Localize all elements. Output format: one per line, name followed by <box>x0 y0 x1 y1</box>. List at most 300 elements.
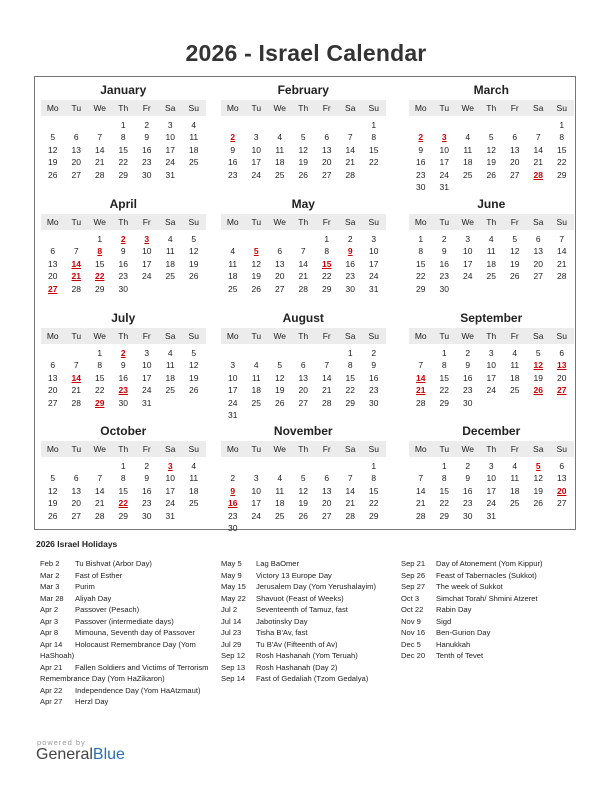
weekday-label: Tu <box>251 103 262 113</box>
day-cell: 3 <box>465 234 471 244</box>
day-cell: 13 <box>298 372 308 383</box>
day-cell: 17 <box>228 385 238 396</box>
day-cell: 13 <box>557 473 567 484</box>
holiday-day-cell: 8 <box>97 246 103 257</box>
day-cell: 6 <box>324 473 330 484</box>
weekday-label: Su <box>368 331 379 341</box>
day-cell: 1 <box>371 461 377 471</box>
day-cell: 31 <box>165 510 175 521</box>
day-cell: 14 <box>557 246 567 257</box>
holiday-day-cell: 13 <box>557 360 567 371</box>
day-cell: 1 <box>347 348 353 358</box>
day-cell: 18 <box>189 144 199 155</box>
day-cell: 18 <box>251 385 261 396</box>
holiday-name: Aliyah Day <box>75 593 112 603</box>
day-cell: 23 <box>118 271 128 282</box>
day-cell: 19 <box>189 258 199 269</box>
day-cell: 21 <box>298 271 308 282</box>
holiday-list-item <box>401 639 581 651</box>
day-cell: 11 <box>486 246 496 257</box>
holiday-name: Simchat Torah/ Shmini Atzeret <box>436 593 538 603</box>
day-cell: 4 <box>277 132 283 143</box>
day-cell: 13 <box>48 372 58 383</box>
holiday-day-cell: 5 <box>535 461 541 471</box>
day-cell: 23 <box>439 271 449 282</box>
day-cell: 16 <box>228 157 238 168</box>
weekday-label: Tu <box>71 331 82 341</box>
day-cell: 22 <box>439 385 449 396</box>
day-cell: 25 <box>510 385 520 396</box>
holiday-list-item <box>40 581 220 593</box>
holidays-title: 2026 Israel Holidays <box>36 539 118 549</box>
day-cell: 26 <box>251 283 261 294</box>
holiday-date: Apr 2 <box>40 605 59 614</box>
holiday-date: May 5 <box>221 559 242 568</box>
day-cell: 24 <box>228 397 238 408</box>
holiday-date: May 9 <box>221 570 242 580</box>
holiday-list-item <box>40 696 220 708</box>
holiday-date: Sep 21 <box>401 559 426 568</box>
weekday-label: Mo <box>414 103 427 113</box>
day-cell: 17 <box>463 258 473 269</box>
brand-logo <box>36 746 125 764</box>
weekday-label: We <box>273 444 287 454</box>
day-cell: 8 <box>347 360 353 371</box>
day-cell: 16 <box>463 372 473 383</box>
holiday-list-item <box>40 570 220 582</box>
weekday-label: Su <box>556 331 567 341</box>
holiday-list-item <box>401 593 581 605</box>
day-cell: 5 <box>191 234 197 244</box>
weekday-label: We <box>461 103 475 113</box>
weekday-label: Mo <box>414 217 427 227</box>
day-cell: 30 <box>118 397 128 408</box>
day-cell: 1 <box>120 461 126 471</box>
page-title: 2026 - Israel Calendar <box>185 40 427 66</box>
day-cell: 25 <box>189 157 199 168</box>
month-name: August <box>282 311 324 325</box>
weekday-label: Mo <box>46 103 59 113</box>
holiday-name: Herzl Day <box>75 697 109 706</box>
holiday-name: Shavuot (Feast of Weeks) <box>256 593 344 603</box>
day-cell: 11 <box>228 258 238 269</box>
day-cell: 12 <box>298 485 308 496</box>
day-cell: 18 <box>510 372 520 383</box>
powered-by-label: powered by <box>37 738 86 747</box>
day-cell: 30 <box>228 523 238 533</box>
day-cell: 26 <box>189 271 199 282</box>
day-cell: 29 <box>345 397 355 408</box>
holiday-name: Rosh Hashanah (Day 2) <box>256 662 338 672</box>
weekday-label: Fr <box>322 103 331 113</box>
weekday-label: Mo <box>226 444 239 454</box>
weekday-label: Sa <box>345 331 356 341</box>
weekday-label: Fr <box>142 444 151 454</box>
day-cell: 2 <box>371 348 377 358</box>
weekday-header <box>41 100 206 116</box>
weekday-label: Fr <box>322 444 331 454</box>
holiday-day-cell: 22 <box>118 498 128 509</box>
day-cell: 10 <box>463 246 473 257</box>
day-cell: 18 <box>486 258 496 269</box>
weekday-label: Tu <box>439 444 450 454</box>
day-cell: 22 <box>369 498 379 509</box>
holiday-day-cell: 3 <box>144 234 150 244</box>
holiday-day-cell: 29 <box>95 397 105 408</box>
day-cell: 21 <box>322 385 332 396</box>
weekday-label: Th <box>298 331 309 341</box>
day-cell: 3 <box>253 473 259 484</box>
day-cell: 3 <box>253 132 259 143</box>
holiday-day-cell: 14 <box>71 372 81 383</box>
holiday-day-cell: 5 <box>253 246 259 257</box>
day-cell: 30 <box>463 397 473 408</box>
day-cell: 2 <box>144 120 150 130</box>
holiday-list-item <box>221 639 401 651</box>
day-cell: 26 <box>533 498 543 509</box>
day-cell: 1 <box>371 120 377 130</box>
day-cell: 5 <box>535 348 541 358</box>
day-cell: 1 <box>120 120 126 130</box>
day-cell: 29 <box>118 510 128 521</box>
weekday-label: Su <box>368 103 379 113</box>
day-cell: 7 <box>73 246 79 257</box>
day-cell: 3 <box>144 348 150 358</box>
day-cell: 20 <box>298 385 308 396</box>
weekday-label: Mo <box>226 103 239 113</box>
day-cell: 23 <box>228 169 238 180</box>
day-cell: 11 <box>189 473 199 484</box>
day-cell: 7 <box>347 473 353 484</box>
day-cell: 26 <box>510 271 520 282</box>
day-cell: 23 <box>142 157 152 168</box>
day-cell: 20 <box>510 157 520 168</box>
holiday-list-item <box>401 581 581 593</box>
month-name: March <box>473 83 509 97</box>
day-cell: 28 <box>71 397 81 408</box>
weekday-header <box>221 214 386 230</box>
holiday-date: Jul 23 <box>221 628 242 637</box>
holiday-name: Purim <box>75 582 95 591</box>
day-cell: 25 <box>486 271 496 282</box>
day-cell: 8 <box>120 473 126 484</box>
day-cell: 4 <box>191 461 197 471</box>
weekday-label: Fr <box>510 331 519 341</box>
weekday-label: We <box>93 331 107 341</box>
day-cell: 12 <box>189 246 199 257</box>
day-cell: 6 <box>559 461 565 471</box>
holiday-date: Apr 14 <box>40 639 63 649</box>
day-cell: 4 <box>488 234 494 244</box>
holiday-date: Apr 8 <box>40 628 59 637</box>
day-cell: 24 <box>486 498 496 509</box>
day-cell: 24 <box>486 385 496 396</box>
day-cell: 28 <box>416 397 426 408</box>
day-cell: 17 <box>142 258 152 269</box>
holiday-name: Sigd <box>436 616 452 626</box>
day-cell: 29 <box>322 283 332 294</box>
day-cell: 26 <box>486 169 496 180</box>
day-cell: 9 <box>230 144 236 155</box>
weekday-label: Tu <box>251 217 262 227</box>
holiday-list-item <box>40 616 220 628</box>
day-cell: 24 <box>251 169 261 180</box>
weekday-header <box>409 328 574 344</box>
day-cell: 7 <box>535 132 541 143</box>
weekday-label: Th <box>298 444 309 454</box>
day-cell: 28 <box>345 510 355 521</box>
holiday-day-cell: 9 <box>347 246 353 257</box>
brand-name-first: General <box>36 746 93 763</box>
day-cell: 16 <box>142 144 152 155</box>
holiday-list-item <box>401 616 581 628</box>
day-cell: 17 <box>165 485 175 496</box>
day-cell: 25 <box>165 385 175 396</box>
day-cell: 9 <box>465 360 471 371</box>
day-cell: 15 <box>369 485 379 496</box>
day-cell: 28 <box>345 169 355 180</box>
month-name: January <box>100 83 147 97</box>
holiday-day-cell: 15 <box>322 258 332 269</box>
weekday-label: Fr <box>322 217 331 227</box>
day-cell: 21 <box>416 498 426 509</box>
month-name: September <box>460 311 523 325</box>
day-cell: 22 <box>118 157 128 168</box>
day-cell: 12 <box>298 144 308 155</box>
holiday-date: Apr 21 <box>40 662 63 672</box>
day-cell: 23 <box>142 498 152 509</box>
brand-name-second: Blue <box>92 746 125 763</box>
weekday-label: Tu <box>439 103 450 113</box>
holiday-date: Jul 14 <box>221 616 242 626</box>
day-cell: 1 <box>97 234 103 244</box>
day-cell: 20 <box>322 157 332 168</box>
holiday-name: Mimouna, Seventh day of Passover <box>75 628 195 637</box>
holiday-list-item <box>40 604 220 616</box>
day-cell: 26 <box>298 169 308 180</box>
weekday-label: Th <box>118 331 129 341</box>
day-cell: 16 <box>463 485 473 496</box>
day-cell: 13 <box>322 485 332 496</box>
day-cell: 5 <box>488 132 494 143</box>
holiday-date: Nov 16 <box>401 628 426 637</box>
day-cell: 11 <box>165 360 175 371</box>
holiday-date: Sep 12 <box>221 651 246 660</box>
weekday-header <box>41 214 206 230</box>
holiday-day-cell: 20 <box>557 485 567 496</box>
day-cell: 15 <box>439 485 449 496</box>
day-cell: 9 <box>441 246 447 257</box>
day-cell: 29 <box>416 283 426 294</box>
day-cell: 26 <box>298 510 308 521</box>
holiday-list-item <box>40 558 220 570</box>
day-cell: 12 <box>48 144 58 155</box>
holiday-day-cell: 27 <box>557 385 567 396</box>
weekday-label: We <box>273 331 287 341</box>
weekday-label: Th <box>486 217 497 227</box>
day-cell: 7 <box>418 473 424 484</box>
day-cell: 24 <box>439 169 449 180</box>
holiday-name: Passover (Pesach) <box>75 605 140 614</box>
day-cell: 20 <box>71 498 81 509</box>
holiday-name: Day of Atonement (Yom Kippur) <box>436 559 543 568</box>
weekday-label: Sa <box>165 444 176 454</box>
weekday-label: Th <box>486 331 497 341</box>
holiday-day-cell: 2 <box>120 234 126 244</box>
day-cell: 24 <box>463 271 473 282</box>
day-cell: 29 <box>439 510 449 521</box>
holiday-day-cell: 12 <box>533 360 543 371</box>
weekday-label: We <box>93 103 107 113</box>
day-cell: 4 <box>191 120 197 130</box>
day-cell: 30 <box>463 510 473 521</box>
day-cell: 24 <box>142 271 152 282</box>
weekday-label: Tu <box>71 103 82 113</box>
day-cell: 1 <box>441 348 447 358</box>
day-cell: 31 <box>165 169 175 180</box>
calendar-frame <box>34 76 576 533</box>
holiday-date: Jul 2 <box>221 605 238 614</box>
day-cell: 31 <box>439 182 449 192</box>
weekday-label: We <box>273 217 287 227</box>
weekday-label: Fr <box>142 331 151 341</box>
day-cell: 28 <box>322 397 332 408</box>
day-cell: 13 <box>322 144 332 155</box>
day-cell: 16 <box>118 258 128 269</box>
holiday-day-cell: 26 <box>533 385 543 396</box>
weekday-label: Sa <box>533 331 544 341</box>
holiday-date: Dec 20 <box>401 651 426 660</box>
day-cell: 28 <box>71 283 81 294</box>
day-cell: 1 <box>97 348 103 358</box>
day-cell: 31 <box>486 510 496 521</box>
day-cell: 20 <box>557 372 567 383</box>
day-cell: 27 <box>71 510 81 521</box>
weekday-header <box>221 100 386 116</box>
day-cell: 17 <box>486 485 496 496</box>
day-cell: 21 <box>95 498 105 509</box>
holiday-date: Sep 13 <box>221 662 246 672</box>
holiday-list-item <box>221 662 401 674</box>
day-cell: 24 <box>142 385 152 396</box>
day-cell: 3 <box>371 234 377 244</box>
day-cell: 8 <box>559 132 565 143</box>
holiday-name: Passover (intermediate days) <box>75 616 174 626</box>
weekday-label: Su <box>556 444 567 454</box>
day-cell: 9 <box>120 360 126 371</box>
day-cell: 30 <box>439 283 449 294</box>
month-name: October <box>100 424 147 438</box>
day-cell: 16 <box>118 372 128 383</box>
day-cell: 20 <box>48 385 58 396</box>
day-cell: 14 <box>533 144 543 155</box>
holiday-list-item <box>221 616 401 628</box>
day-cell: 7 <box>73 360 79 371</box>
weekday-label: Th <box>298 103 309 113</box>
month-name: February <box>277 83 329 97</box>
day-cell: 15 <box>369 144 379 155</box>
weekday-label: Tu <box>251 444 262 454</box>
weekday-label: Th <box>118 103 129 113</box>
footer <box>36 738 125 764</box>
day-cell: 25 <box>165 271 175 282</box>
holiday-date: Oct 22 <box>401 605 424 614</box>
day-cell: 15 <box>439 372 449 383</box>
day-cell: 10 <box>369 246 379 257</box>
day-cell: 28 <box>95 510 105 521</box>
day-cell: 16 <box>142 485 152 496</box>
weekday-label: Su <box>556 103 567 113</box>
weekday-label: Tu <box>439 331 450 341</box>
day-cell: 16 <box>345 258 355 269</box>
day-cell: 13 <box>48 258 58 269</box>
holiday-name: Tisha B'Av, fast <box>256 628 308 637</box>
month-name: July <box>111 311 136 325</box>
holiday-list-item <box>221 581 401 593</box>
day-cell: 11 <box>275 485 285 496</box>
day-cell: 19 <box>48 498 58 509</box>
day-cell: 7 <box>97 132 103 143</box>
holiday-date: Apr 22 <box>40 685 63 695</box>
day-cell: 23 <box>345 271 355 282</box>
day-cell: 19 <box>533 485 543 496</box>
day-cell: 28 <box>298 283 308 294</box>
day-cell: 1 <box>559 120 565 130</box>
weekday-label: Th <box>486 103 497 113</box>
weekday-label: Su <box>368 217 379 227</box>
holiday-day-cell: 21 <box>416 385 426 396</box>
holiday-day-cell: 27 <box>48 283 58 294</box>
holiday-day-cell: 2 <box>418 132 424 143</box>
holiday-name: Fast of Esther <box>75 570 123 580</box>
day-cell: 8 <box>441 473 447 484</box>
day-cell: 19 <box>251 271 261 282</box>
holiday-list-item <box>221 570 401 582</box>
day-cell: 17 <box>142 372 152 383</box>
day-cell: 27 <box>557 498 567 509</box>
day-cell: 18 <box>228 271 238 282</box>
holiday-name: Victory 13 Europe Day <box>256 570 332 580</box>
weekday-label: Fr <box>142 217 151 227</box>
day-cell: 6 <box>300 360 306 371</box>
day-cell: 19 <box>48 157 58 168</box>
weekday-label: We <box>93 217 107 227</box>
day-cell: 12 <box>251 258 261 269</box>
day-cell: 26 <box>189 385 199 396</box>
holiday-day-cell: 28 <box>533 169 543 180</box>
weekday-label: Sa <box>165 217 176 227</box>
weekday-label: Th <box>118 217 129 227</box>
day-cell: 15 <box>95 258 105 269</box>
holiday-day-cell: 2 <box>120 348 126 358</box>
holiday-day-cell: 3 <box>167 461 173 471</box>
day-cell: 19 <box>298 498 308 509</box>
day-cell: 7 <box>324 360 330 371</box>
day-cell: 29 <box>369 510 379 521</box>
day-cell: 29 <box>557 169 567 180</box>
day-cell: 21 <box>557 258 567 269</box>
weekday-label: Su <box>188 444 199 454</box>
weekday-label: Mo <box>226 331 239 341</box>
day-cell: 28 <box>557 271 567 282</box>
holiday-list-item <box>40 662 220 685</box>
day-cell: 23 <box>463 385 473 396</box>
weekday-label: Su <box>188 331 199 341</box>
day-cell: 29 <box>118 169 128 180</box>
day-cell: 7 <box>418 360 424 371</box>
day-cell: 5 <box>191 348 197 358</box>
day-cell: 22 <box>369 157 379 168</box>
